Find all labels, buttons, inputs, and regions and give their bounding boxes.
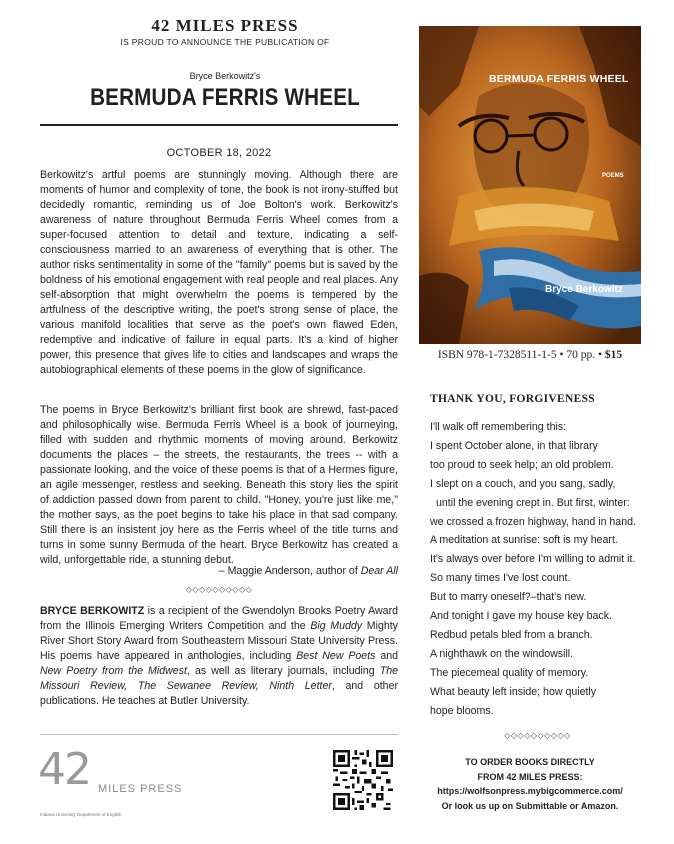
poem-line: I spent October alone, in that library <box>430 439 598 452</box>
poem-line: until the evening crept in. But first, winter: <box>436 496 630 509</box>
poem-line: What beauty left inside; how quietly <box>430 685 597 698</box>
attribution-book: Dear All <box>360 565 398 577</box>
qr-code-icon[interactable] <box>333 750 393 810</box>
title-divider <box>40 124 398 126</box>
order-url-link[interactable]: https://wolfsonpress.mybigcommerce.com/ <box>437 786 623 796</box>
bio-text: is a recipient of the Gwendolyn Brooks Poetry Award from the Illinois Emerging Writers Competition and the <box>40 605 398 632</box>
cover-genre: POEMS <box>602 173 624 179</box>
poem-line: And tonight I gave my house key back. <box>430 610 612 623</box>
order-line-4: Or look us up on Submittable or Amazon. <box>441 800 619 811</box>
poem-line: Redbud petals bled from a branch. <box>430 628 593 641</box>
order-line-2: FROM 42 MILES PRESS: <box>477 771 583 782</box>
cover-author: Bryce Berkowitz <box>545 284 623 295</box>
section-ornament: ◇◇◇◇◇◇◇◇◇◇ <box>185 585 253 594</box>
press-logo-number: 42 <box>38 744 90 795</box>
poem-line: we crossed a frozen highway, hand in hand. <box>430 515 636 528</box>
bio-text: Mighty River Short Story Award from Southeastern Missouri State University Press. His poems have appeared in anthologies, including <box>40 620 398 662</box>
poem-line: hope blooms. <box>430 704 494 717</box>
poem-line: But to marry oneself?–that's new. <box>430 591 587 604</box>
poem-line: too proud to seek help; an old problem. <box>430 458 614 471</box>
footer-divider <box>40 734 398 735</box>
book-cover <box>419 26 641 344</box>
book-title: BERMUDA FERRIS WHEEL <box>90 84 360 111</box>
bio-name: BRYCE BERKOWITZ <box>40 605 145 617</box>
poem-line: A nighthawk on the windowsill. <box>430 647 574 660</box>
bio-italic: Big Muddy <box>310 620 363 632</box>
review-paragraph-1: Berkowitz's artful poems are stunningly moving. Although there are moments of humor and complexity of tone, the book is not irony-stuffed but decidedly romantic, reminding us of Joe Bolton's work. Berkowitz's awareness of nature throughout Bermuda Ferris Wheel comes from a super-focused attention to detail and texture, indicating a self-consciousness married to an awareness of everything that is other. The author risks sentimentality in some of the "family" poems but is saved by the boldness of his emotional engagement with real people and real places. Any self-absorption that might overwhelm the poems is tempered by the artfulness of the descriptive writing, the poet's strong sense of place, the various manifold localities that serve as the poet's own flawed Eden, redemptive and indicative of failure in equal parts. It's a kind of higher power, this presence that gives life to cities and landscapes and wraps the autobiographical elements of these poems in the glow of significance. <box>40 169 398 376</box>
poem-line: A meditation at sunrise: soft is my heart. <box>430 534 618 547</box>
isbn-text: ISBN 978-1-7328511-1-5 • 70 pp. • <box>437 349 605 361</box>
price: $15 <box>604 349 623 361</box>
poem-line: It's always over before I'm willing to admit it. <box>430 553 636 566</box>
poem-line: So many times I've lost count. <box>430 572 571 585</box>
poem-line: I'll walk off remembering this: <box>430 421 567 433</box>
order-line-1: TO ORDER BOOKS DIRECTLY <box>465 757 595 767</box>
bio-italic: New Poetry from the Midwest <box>40 665 187 677</box>
bio-italic: Best New Poets <box>296 650 376 662</box>
publication-date: OCTOBER 18, 2022 <box>166 147 272 159</box>
isbn-line <box>419 349 641 361</box>
poem-line: The piecemeal quality of memory. <box>430 666 589 679</box>
poem-body <box>430 418 650 721</box>
review-attribution <box>40 565 398 577</box>
bio-italic: The Missouri Review, The Sewanee Review, Ninth Letter <box>40 665 398 692</box>
press-logo-text: MILES PRESS <box>98 783 183 795</box>
bio-text: , as well as literary journals, including <box>186 665 380 677</box>
bio-text: , and other publications. He teaches at Butler University. <box>40 680 398 707</box>
order-info <box>419 755 641 813</box>
poem-line: I slept on a couch, and you sang, sadly, <box>430 477 616 490</box>
review-paragraph-2: The poems in Bryce Berkowitz's brilliant first book are shrewd, fast-paced and philosophically wise. Bermuda Ferris Wheel is a book of journeying, filled with sudden and rhythmic moments of moving around. Berkowitz documents the places – the streets, the restaurants, the trees -- with a passionate looking, and the voice of these poems is that of a Hermes figure, an agile messenger, restless and seeking. Beneath this story lies the spirit of addiction passed down from parent to child. "Honey, you're just like me," the mother says, as the poet begins to take his place in that sad company. Still there is an insistent joy here as the Ferris wheel of the title turns and turns in some sunny Bermuda of the heart. Bryce Berkowitz has created a wild, unforgettable ride, a stunning debut. <box>40 404 398 566</box>
author-bio <box>40 604 398 709</box>
press-name: 42 MILES PRESS <box>151 16 299 35</box>
poem-title: THANK YOU, FORGIVENESS <box>430 393 595 405</box>
bio-text: and <box>375 650 399 662</box>
author-byline: Bryce Berkowitz's <box>189 71 261 81</box>
announcement-line: IS PROUD TO ANNOUNCE THE PUBLICATION OF <box>120 37 330 47</box>
poem-ornament: ◇◇◇◇◇◇◇◇◇◇ <box>504 731 571 740</box>
press-logo-subtext: Indiana University Department of English <box>40 812 122 817</box>
attribution-text: – Maggie Anderson, author of <box>218 565 361 577</box>
cover-title: BERMUDA FERRIS WHEEL <box>489 73 629 85</box>
